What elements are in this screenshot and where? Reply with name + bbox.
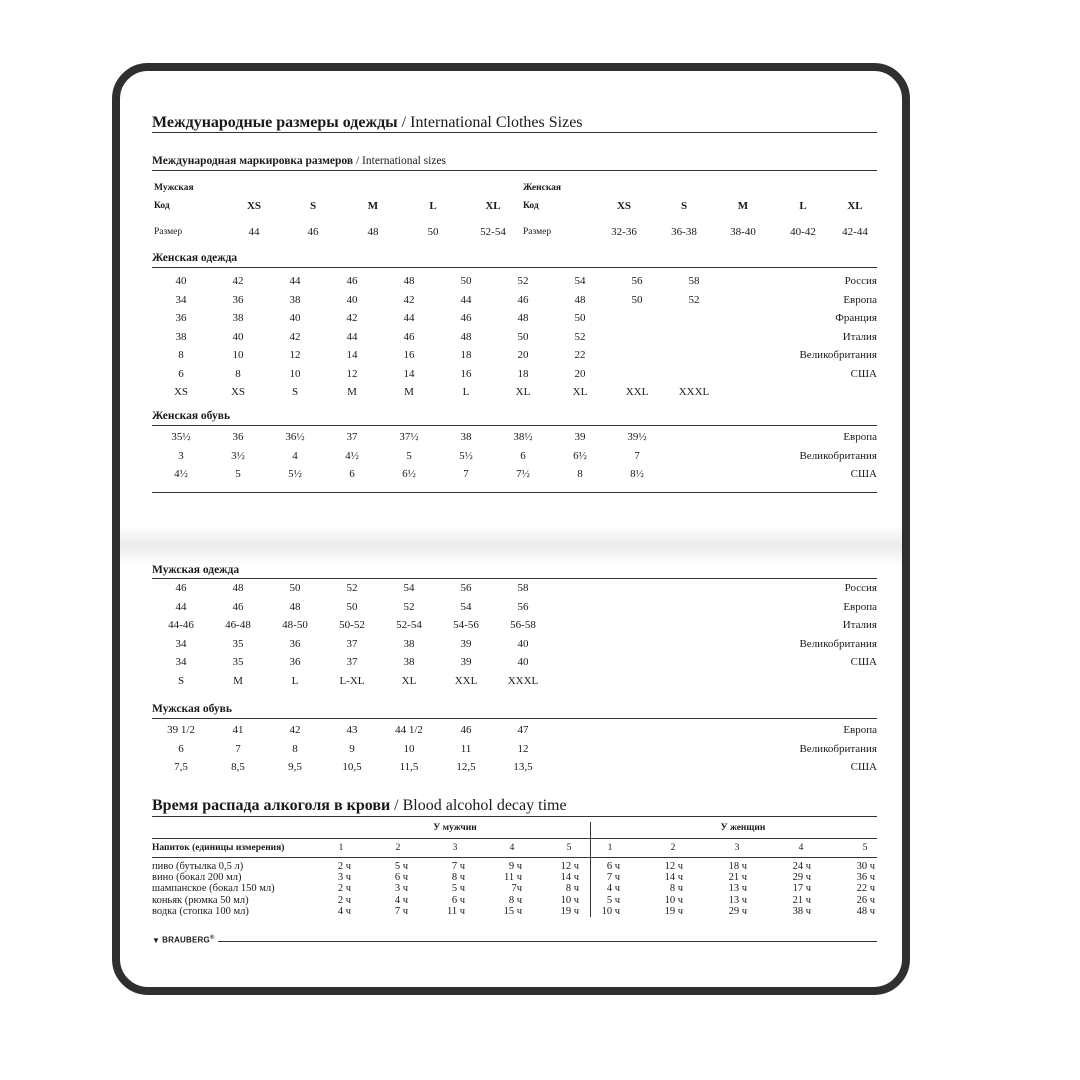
- women_clothes-cell: 46: [460, 312, 472, 324]
- men_shoes-row-label: Европа: [843, 724, 877, 736]
- alcohol-men-value: 2 ч: [337, 894, 351, 906]
- women_clothes-cell: 10: [289, 367, 301, 380]
- drink-name: коньяк (рюмка 50 мл): [152, 894, 249, 906]
- alcohol-men-value: 4 ч: [337, 905, 351, 917]
- women-code: XS: [616, 200, 632, 212]
- men_clothes-cell: 46: [232, 600, 244, 613]
- men_clothes-cell: 39: [460, 637, 472, 650]
- intl-heading-en: / International sizes: [353, 155, 447, 167]
- men-code: S: [309, 200, 317, 212]
- women_shoes-cell: 4: [292, 449, 298, 462]
- women-code: XL: [847, 200, 863, 212]
- drink-name: пиво (бутылка 0,5 л): [152, 861, 244, 872]
- women_clothes-cell: 44: [289, 275, 301, 287]
- women_clothes-cell: 18: [460, 349, 472, 361]
- alcohol-men-value: 3 ч: [394, 883, 408, 895]
- women_clothes-cell: 48: [517, 312, 529, 324]
- women_clothes-cell: 38: [175, 330, 187, 343]
- men_clothes-cell: 52: [346, 582, 358, 594]
- women_clothes-cell: 52: [688, 293, 700, 306]
- alcohol-women-value: 13 ч: [728, 894, 747, 906]
- men_clothes-cell: L-XL: [339, 674, 365, 687]
- alcohol-men-col: 5: [566, 843, 572, 853]
- alcohol-men-value: 7 ч: [451, 861, 465, 872]
- alcohol-title-rule: [152, 816, 877, 817]
- alcohol-men-value: 9 ч: [508, 861, 522, 872]
- women_clothes-cell: 40: [232, 330, 244, 343]
- women_clothes-cell: 42: [289, 330, 301, 343]
- alcohol-title: [152, 797, 567, 815]
- alcohol-women-value: 18 ч: [728, 861, 747, 872]
- women_clothes-cell: 16: [403, 349, 415, 361]
- women_shoes-cell: 38½: [513, 431, 533, 443]
- women_clothes-cell: 40: [175, 275, 187, 287]
- alcohol-women-value: 12 ч: [664, 861, 683, 872]
- alcohol-women-value: 36 ч: [856, 872, 875, 884]
- men_shoes-row-label: США: [850, 761, 877, 773]
- men_clothes-rule: [152, 578, 877, 579]
- women_clothes-cell: 48: [574, 293, 586, 306]
- women_clothes-cell: 8: [178, 349, 184, 361]
- men_shoes-cell: 10: [403, 742, 415, 755]
- women_clothes-cell: 10: [232, 349, 244, 361]
- men_clothes-cell: 56: [460, 582, 472, 594]
- women_clothes-cell: 42: [232, 275, 244, 287]
- alcohol-women-value: 4 ч: [606, 883, 620, 895]
- women_clothes-cell: S: [291, 386, 299, 398]
- men_clothes-cell: 56: [517, 600, 529, 613]
- brauberg-logo: [152, 935, 215, 945]
- women_shoes-cell: 39: [574, 431, 586, 443]
- women_clothes-row-label: Великобритания: [799, 349, 877, 361]
- men_shoes-cell: 12: [517, 742, 529, 755]
- women_clothes-cell: 50: [631, 293, 643, 306]
- drink-header: Напиток (единицы измерения): [152, 843, 285, 853]
- men-code: XS: [246, 200, 262, 212]
- page-title-en: / International Clothes Sizes: [397, 114, 583, 131]
- alcohol-men-col: 3: [452, 843, 458, 853]
- women-size: 36-38: [671, 226, 697, 238]
- alcohol-men-value: 6 ч: [451, 894, 465, 906]
- women_clothes-cell: 58: [688, 275, 700, 287]
- alcohol-header-rule: [152, 838, 877, 839]
- women_clothes-cell: 18: [517, 367, 529, 380]
- intl-rule: [152, 170, 877, 171]
- women_shoes-cell: 6: [520, 449, 526, 462]
- drink-name: вино (бокал 200 мл): [152, 872, 242, 884]
- alcohol-men-value: 4 ч: [394, 894, 408, 906]
- women_clothes-cell: 56: [631, 275, 643, 287]
- women_shoes-cell: 39½: [627, 431, 647, 443]
- alcohol-men-value: 10 ч: [560, 894, 579, 906]
- alcohol-men-value: 2 ч: [337, 861, 351, 872]
- women_clothes-cell: 22: [574, 349, 586, 361]
- men_clothes-cell: XL: [401, 674, 417, 687]
- women_shoes-cell: 5½: [288, 468, 302, 480]
- intl-heading-ru: Международная маркировка размеров: [152, 155, 354, 167]
- women-label: Женская: [523, 183, 562, 193]
- men_shoes-row-label: Великобритания: [799, 742, 877, 755]
- women_clothes-cell: 46: [517, 293, 529, 306]
- men_clothes-heading: Мужская одежда: [152, 564, 240, 576]
- alcohol-women-value: 48 ч: [856, 905, 875, 917]
- women_shoes-cell: 7: [634, 449, 640, 462]
- women_clothes-cell: 6: [178, 367, 184, 380]
- men_shoes-cell: 7,5: [174, 761, 188, 773]
- alcohol-women-value: 19 ч: [664, 905, 683, 917]
- men_clothes-cell: 54: [460, 600, 472, 613]
- alcohol-title-en: / Blood alcohol decay time: [390, 797, 567, 814]
- registered-mark: ®: [209, 935, 215, 941]
- women_shoes-cell: 6: [349, 468, 355, 480]
- alcohol-divider: [590, 822, 591, 917]
- men_clothes-cell: 37: [346, 637, 358, 650]
- women_shoes-row-label: Европа: [843, 431, 877, 443]
- women_shoes-cell: 38: [460, 431, 472, 443]
- women_clothes-cell: 44: [403, 312, 415, 324]
- men_clothes-cell: 52-54: [396, 619, 422, 631]
- men_clothes-cell: M: [233, 674, 243, 687]
- women_clothes-cell: 50: [460, 275, 472, 287]
- women-size-label: Размер: [523, 227, 552, 237]
- women_clothes-cell: 14: [403, 367, 415, 380]
- alcohol-women-value: 22 ч: [856, 883, 875, 895]
- men_shoes-cell: 39 1/2: [167, 724, 195, 736]
- alcohol-men-value: 7 ч: [394, 905, 408, 917]
- men_clothes-cell: 50: [289, 582, 301, 594]
- men_clothes-cell: 48: [289, 600, 301, 613]
- men_clothes-row-label: Великобритания: [799, 637, 877, 650]
- women_clothes-cell: 40: [289, 312, 301, 324]
- women_clothes-cell: 36: [175, 312, 187, 324]
- alcohol-men-value: 7ч: [511, 883, 522, 895]
- men_shoes-cell: 46: [460, 724, 472, 736]
- women-code-label: Код: [523, 201, 539, 211]
- alcohol-women-value: 24 ч: [792, 861, 811, 872]
- women_clothes-cell: M: [347, 386, 357, 398]
- women-size: 40-42: [790, 226, 816, 238]
- men_clothes-cell: 40: [517, 637, 529, 650]
- title-rule: [152, 132, 877, 133]
- women_shoes-cell: 8: [577, 468, 583, 480]
- women_shoes-cell: 5: [406, 449, 412, 462]
- alcohol-women-col: 3: [734, 843, 740, 853]
- alcohol-men-value: 5 ч: [451, 883, 465, 895]
- women_shoes-heading: Женская обувь: [152, 410, 231, 422]
- women_shoes-cell: 3½: [231, 449, 245, 462]
- alcohol-women-value: 29 ч: [792, 872, 811, 884]
- men_shoes-cell: 8: [292, 742, 298, 755]
- women_clothes-cell: 50: [517, 330, 529, 343]
- men-code-label: Код: [154, 201, 170, 211]
- alcohol-women-value: 7 ч: [606, 872, 620, 884]
- men-size-label: Размер: [154, 227, 183, 237]
- women_shoes-cell: 4½: [345, 449, 359, 462]
- women_shoes-cell: 8½: [630, 468, 644, 480]
- alcohol-women-col: 1: [607, 843, 613, 853]
- men_clothes-cell: 35: [232, 656, 244, 668]
- women_clothes-cell: 54: [574, 275, 586, 287]
- women_clothes-cell: 42: [346, 312, 358, 324]
- women_shoes-cell: 4½: [174, 468, 188, 480]
- men_shoes-cell: 13,5: [513, 761, 533, 773]
- women_clothes-cell: 14: [346, 349, 358, 361]
- men_clothes-cell: 52: [403, 600, 415, 613]
- alcohol-men-value: 19 ч: [560, 905, 579, 917]
- women_clothes-cell: 42: [403, 293, 415, 306]
- alcohol-men-value: 8 ч: [508, 894, 522, 906]
- women_clothes-cell: XL: [572, 386, 588, 398]
- women_clothes-cell: 44: [460, 293, 472, 306]
- men_clothes-cell: 36: [289, 656, 301, 668]
- men_clothes-cell: 46-48: [225, 619, 251, 631]
- alcohol-men-label: У мужчин: [433, 823, 477, 833]
- women_shoes-row-label: США: [850, 468, 877, 480]
- alcohol-women-value: 14 ч: [664, 872, 683, 884]
- women_shoes-row-label: Великобритания: [799, 449, 877, 462]
- alcohol-men-value: 15 ч: [503, 905, 522, 917]
- men_clothes-cell: XXXL: [507, 674, 539, 687]
- men_shoes-cell: 9: [349, 742, 355, 755]
- men_shoes-heading: Мужская обувь: [152, 703, 232, 715]
- alcohol-men-value: 12 ч: [560, 861, 579, 872]
- men_clothes-cell: 36: [289, 637, 301, 650]
- men_clothes-cell: 58: [517, 582, 529, 594]
- women_clothes-cell: 52: [574, 330, 586, 343]
- drink-name: водка (стопка 100 мл): [152, 905, 249, 917]
- women_shoes-cell: 7½: [516, 468, 530, 480]
- women_clothes-cell: 12: [346, 367, 358, 380]
- women_clothes-cell: 12: [289, 349, 301, 361]
- men_clothes-cell: 50-52: [339, 619, 365, 631]
- women_shoes-cell: 35½: [171, 431, 191, 443]
- men_shoes-cell: 11,5: [399, 761, 419, 773]
- women-size: 32-36: [611, 226, 637, 238]
- alcohol-women-col: 2: [670, 843, 676, 853]
- men_clothes-cell: 40: [517, 656, 529, 668]
- women_clothes-cell: M: [404, 386, 414, 398]
- men_clothes-cell: XXL: [454, 674, 478, 687]
- men_clothes-cell: L: [291, 674, 299, 687]
- men_clothes-cell: 46: [175, 582, 187, 594]
- alcohol-men-value: 2 ч: [337, 883, 351, 895]
- page-frame: [112, 63, 910, 995]
- women_clothes-rule: [152, 267, 877, 268]
- women_clothes-cell: 20: [517, 349, 529, 361]
- women_clothes-cell: 34: [175, 293, 187, 306]
- women_shoes-cell: 37½: [399, 431, 419, 443]
- men-code: M: [367, 200, 379, 212]
- women_clothes-cell: 38: [289, 293, 301, 306]
- women_clothes-cell: XL: [515, 386, 531, 398]
- women_clothes-cell: 20: [574, 367, 586, 380]
- women_shoes-cell: 6½: [573, 449, 587, 462]
- men_clothes-cell: 54: [403, 582, 415, 594]
- men_shoes-cell: 12,5: [456, 761, 476, 773]
- women_shoes-cell: 3: [178, 449, 184, 462]
- women_clothes-cell: XS: [173, 386, 189, 398]
- alcohol-men-col: 2: [395, 843, 401, 853]
- alcohol-women-value: 10 ч: [664, 894, 683, 906]
- women-code: M: [737, 200, 749, 212]
- men_shoes-rule: [152, 718, 877, 719]
- men-size: 52-54: [480, 226, 506, 238]
- men_shoes-cell: 6: [178, 742, 184, 755]
- footer-rule: [218, 941, 877, 942]
- page-title: [152, 114, 583, 132]
- women_shoes-cell: 5½: [459, 449, 473, 462]
- alcohol-women-value: 13 ч: [728, 883, 747, 895]
- men_clothes-cell: S: [177, 674, 185, 687]
- women_shoes-cell: 37: [346, 431, 358, 443]
- men_clothes-cell: 44: [175, 600, 187, 613]
- women-code: S: [680, 200, 688, 212]
- women_clothes-cell: 38: [232, 312, 244, 324]
- alcohol-women-value: 21 ч: [728, 872, 747, 884]
- men_clothes-row-label: Россия: [844, 582, 877, 594]
- women_clothes-cell: 52: [517, 275, 529, 287]
- women_clothes-heading: Женская одежда: [152, 252, 238, 264]
- brand-name: BRAUBERG: [162, 935, 210, 945]
- men_clothes-cell: 38: [403, 637, 415, 650]
- women_clothes-cell: 36: [232, 293, 244, 306]
- alcohol-men-value: 8 ч: [451, 872, 465, 884]
- alcohol-women-value: 17 ч: [792, 883, 811, 895]
- intl-heading: [152, 155, 446, 167]
- alcohol-women-value: 8 ч: [669, 883, 683, 895]
- men-code: L: [429, 200, 437, 212]
- men_clothes-cell: 56-58: [510, 619, 536, 631]
- alcohol-women-value: 10 ч: [601, 905, 620, 917]
- women_clothes-cell: 46: [346, 275, 358, 287]
- women_clothes-row-label: Россия: [844, 275, 877, 287]
- men_shoes-cell: 11: [460, 742, 472, 755]
- alcohol-women-value: 21 ч: [792, 894, 811, 906]
- women_clothes-cell: 48: [460, 330, 472, 343]
- alcohol-men-col: 1: [338, 843, 344, 853]
- alcohol-women-value: 6 ч: [606, 861, 620, 872]
- men-size: 48: [367, 226, 379, 238]
- alcohol-men-value: 14 ч: [560, 872, 579, 884]
- men_clothes-row-label: США: [850, 656, 877, 668]
- alcohol-women-col: 5: [862, 843, 868, 853]
- men-size: 46: [307, 226, 319, 238]
- men_clothes-cell: 48-50: [282, 619, 308, 631]
- women_shoes-rule: [152, 425, 877, 426]
- alcohol-men-value: 3 ч: [337, 872, 351, 884]
- women_clothes-cell: 48: [403, 275, 415, 287]
- men_shoes-cell: 41: [232, 724, 244, 736]
- women_shoes-cell: 5: [235, 468, 241, 480]
- men_clothes-cell: 50: [346, 600, 358, 613]
- alcohol-men-value: 6 ч: [394, 872, 408, 884]
- women-shoes-bottom-rule: [152, 492, 877, 493]
- women_clothes-cell: 40: [346, 293, 358, 306]
- men_shoes-cell: 42: [289, 724, 301, 736]
- men_clothes-cell: 39: [460, 656, 472, 668]
- men_shoes-cell: 7: [235, 742, 241, 755]
- men_clothes-cell: 37: [346, 656, 358, 668]
- alcohol-men-value: 8 ч: [565, 883, 579, 895]
- women_shoes-cell: 36½: [285, 431, 305, 443]
- alcohol-women-value: 30 ч: [856, 861, 875, 872]
- men_shoes-cell: 10,5: [342, 761, 362, 773]
- men-size: 50: [427, 226, 439, 238]
- men_clothes-row-label: Европа: [843, 600, 877, 613]
- men_clothes-cell: 34: [175, 637, 187, 650]
- alcohol-women-col: 4: [798, 843, 804, 853]
- women_clothes-cell: 44: [346, 330, 358, 343]
- men-code: XL: [485, 200, 501, 212]
- men_clothes-row-label: Италия: [842, 619, 877, 631]
- alcohol-women-value: 5 ч: [606, 894, 620, 906]
- men_clothes-cell: 34: [175, 656, 187, 668]
- men_clothes-cell: 44-46: [168, 619, 194, 631]
- men_shoes-cell: 47: [517, 724, 529, 736]
- alcohol-men-value: 11 ч: [446, 905, 465, 917]
- women_clothes-cell: 46: [403, 330, 415, 343]
- women_clothes-cell: 50: [574, 312, 586, 324]
- brand-mark-icon: ▼: [152, 935, 161, 945]
- women_shoes-cell: 7: [463, 468, 469, 480]
- women_clothes-cell: L: [462, 386, 470, 398]
- men_shoes-cell: 43: [346, 724, 358, 736]
- alcohol-men-col: 4: [509, 843, 515, 853]
- women_clothes-cell: 8: [235, 367, 241, 380]
- men_shoes-cell: 44 1/2: [395, 724, 423, 736]
- men-label: Мужская: [154, 183, 194, 193]
- alcohol-men-value: 11 ч: [503, 872, 522, 884]
- men_clothes-cell: 35: [232, 637, 244, 650]
- women_clothes-cell: 16: [460, 367, 472, 380]
- men_shoes-cell: 8,5: [231, 761, 245, 773]
- men_clothes-cell: 38: [403, 656, 415, 668]
- women_clothes-cell: XXL: [625, 386, 649, 398]
- women_shoes-cell: 36: [232, 431, 244, 443]
- men_clothes-cell: 54-56: [453, 619, 479, 631]
- women_clothes-row-label: США: [850, 367, 877, 380]
- women_clothes-cell: XXXL: [678, 386, 710, 398]
- alcohol-women-label: У женщин: [720, 823, 766, 833]
- women-code: L: [799, 200, 807, 212]
- drink-name: шампанское (бокал 150 мл): [152, 883, 275, 895]
- alcohol-title-ru: Время распада алкоголя в крови: [152, 797, 391, 814]
- alcohol-women-value: 29 ч: [728, 905, 747, 917]
- women_clothes-row-label: Франция: [835, 312, 877, 324]
- alcohol-women-value: 26 ч: [856, 894, 875, 906]
- alcohol-women-value: 38 ч: [792, 905, 811, 917]
- women_clothes-row-label: Италия: [842, 330, 877, 343]
- alcohol-cols-rule: [152, 857, 877, 858]
- alcohol-men-value: 5 ч: [394, 861, 408, 872]
- men_shoes-cell: 9,5: [288, 761, 302, 773]
- women-size: 42-44: [842, 226, 868, 238]
- women_clothes-cell: XS: [230, 386, 246, 398]
- men_clothes-cell: 48: [232, 582, 244, 594]
- men-size: 44: [248, 226, 260, 238]
- women_clothes-row-label: Европа: [843, 293, 877, 306]
- page-fold-shadow: [120, 526, 902, 566]
- page-title-ru: Международные размеры одежды: [152, 114, 398, 131]
- women-size: 38-40: [730, 226, 756, 238]
- women_shoes-cell: 6½: [402, 468, 416, 480]
